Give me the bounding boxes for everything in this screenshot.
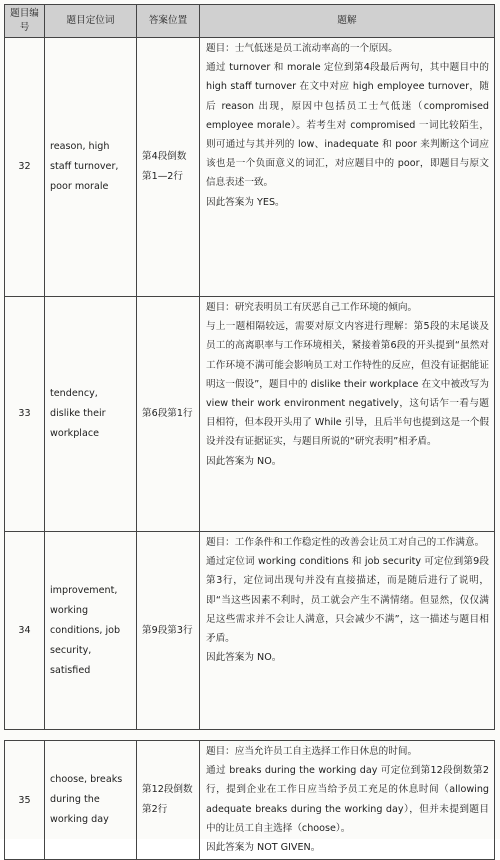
question-number: 34 xyxy=(5,532,45,730)
explanation-line: 题目：研究表明员工有厌恶自己工作环境的倾向。 xyxy=(206,302,418,313)
header-explanation: 题解 xyxy=(200,5,495,38)
question-number: 33 xyxy=(5,297,45,532)
explanation-cell xyxy=(200,297,495,532)
keywords-cell: improvement, working conditions, job security, satisfied xyxy=(45,532,137,730)
question-number: 32 xyxy=(5,38,45,297)
explanation-line: 题目：应当允许员工自主选择工作日休息的时间。 xyxy=(206,746,418,757)
explanation-line: 因此答案为 NO。 xyxy=(206,652,282,664)
header-question-number: 题目编号 xyxy=(5,5,45,38)
table-row xyxy=(5,532,495,730)
explanation-line: 通过 turnover 和 morale 定位到第4段最后两句，其中题目中的 high staff turnover 在文中对应 high employee turnover，随后 reason 出现，原因中包括员工士气低迷（compromised employee morale）。若考生对 compromised 一词比较陌生，则可通过与其并列的 low、inadequate 和 poor 来判断这个词应该也是一个负面意义的词汇，对应题目中的 poor，即题目与原文信息表述一致。 xyxy=(206,62,489,189)
table-header-row xyxy=(5,5,495,38)
table-row xyxy=(5,297,495,532)
answer-position: 第6段第1行 xyxy=(137,297,200,532)
header-keywords: 题目定位词 xyxy=(45,5,137,38)
explanation-line: 通过定位词 working conditions 和 job security 可定位到第9段第3行，定位词出现句并没有直接描述，而是随后进行了说明，即“当这些因素不利时，员工就会产生不满情绪。但显然，仅仅满足这些需求并不会让人满意，只会减少不满”，这一描述与题目相矛盾。 xyxy=(206,556,489,645)
explanation-line: 通过 breaks during the working day 可定位到第12段倒数第2行，提到企业在工作日应当给予员工充足的休息时间（allowing adequate breaks during the working day），但并未提到题目中的让员工自主选择（choose）。 xyxy=(206,765,489,834)
explanation-line: 因此答案为 YES。 xyxy=(206,196,285,208)
keywords-cell: tendency, dislike their workplace xyxy=(45,297,137,532)
table-row xyxy=(5,741,495,860)
header-answer-position: 答案位置 xyxy=(137,5,200,38)
keywords-cell: choose, breaks during the working day xyxy=(45,741,137,860)
answer-explanation-table-continued xyxy=(4,740,495,860)
explanation-cell xyxy=(200,38,495,297)
explanation-line: 题目：士气低迷是员工流动率高的一个原因。 xyxy=(206,43,398,54)
explanation-line: 因此答案为 NOT GIVEN。 xyxy=(206,842,321,854)
question-number: 35 xyxy=(5,741,45,860)
answer-explanation-table xyxy=(4,4,495,730)
keywords-cell: reason, high staff turnover, poor morale xyxy=(45,38,137,297)
explanation-cell xyxy=(200,532,495,730)
explanation-line: 题目：工作条件和工作稳定性的改善会让员工对自己的工作满意。 xyxy=(206,537,485,548)
answer-position: 第4段倒数第1—2行 xyxy=(137,38,200,297)
table-row xyxy=(5,38,495,297)
explanation-line: 与上一题相隔较远，需要对原文内容进行理解：第5段的末尾谈及员工的高离职率与工作环境相关，紧接着第6段的开头提到“虽然对工作环境不满可能会影响员工对工作特性的反应，但没有证据能证明这一假设”，题目中的 dislike their workplace 在文中被改写为 view their work environment negatively，这句话乍一看与题目相符，但本段开头用了 While 引导，且后半句也提到这是一个假设并没有证据证实，与题目所说的“研究表明”相矛盾。 xyxy=(206,321,489,448)
answer-position: 第9段第3行 xyxy=(137,532,200,730)
explanation-cell xyxy=(200,741,495,860)
explanation-line: 因此答案为 NO。 xyxy=(206,455,282,467)
answer-position: 第12段倒数第2行 xyxy=(137,741,200,860)
